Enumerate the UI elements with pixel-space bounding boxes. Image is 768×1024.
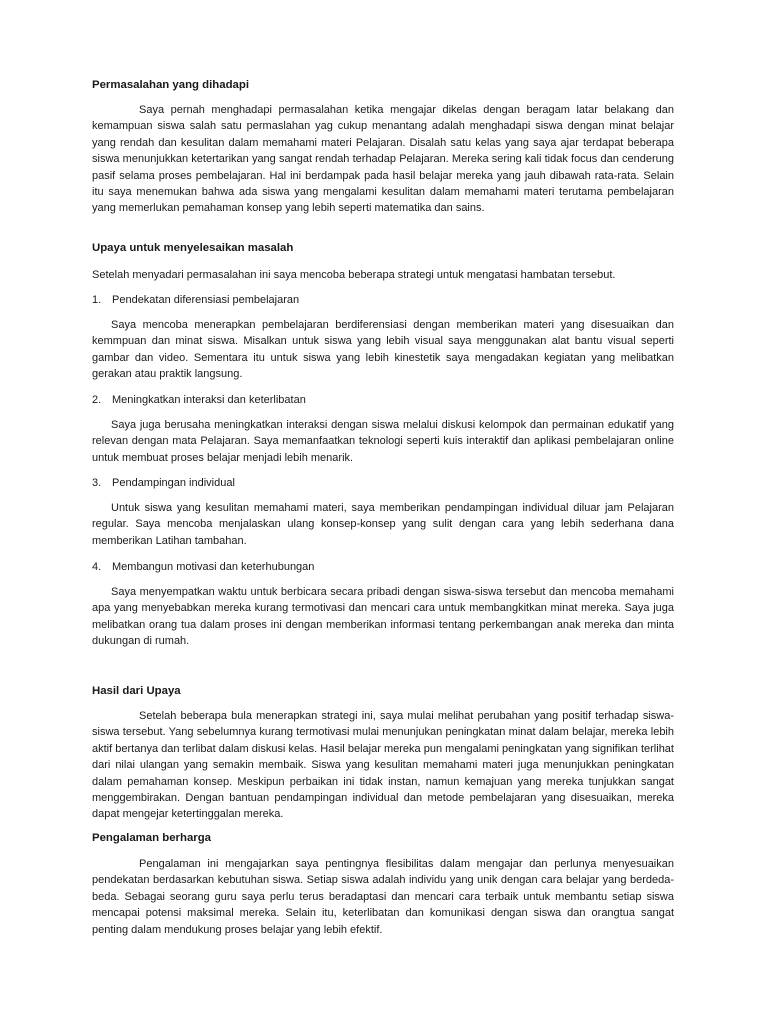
paragraph-hasil: Setelah beberapa bula menerapkan strategi ini, saya mulai melihat perubahan yang positif terhadap siswa-siswa tersebut. Yang sebelumnya kurang termotivasi mulai menunjukan peningkatan minat dalam belajar, mereka lebih aktif bertanya dan terlibat dalam diskusi kelas. Hasil belajar mereka pun mengalami peningkatan yang signifikan terlihat dari nilai ulangan yang semakin membaik. Siswa yang kesulitan memahami materi juga menunjukkan peningkatan dalam pemahaman konsep. Meskipun perbaikan ini tidak instan, namun kemajuan yang mereka tunjukkan sangat menggembirakan. Dengan bantuan pendampingan individual dan metode pembelajaran yang disesuaikan, mereka dapat mengejar ketertinggalan mereka. xyxy=(92,710,674,821)
paragraph-pengalaman: Pengalaman ini mengajarkan saya pentingnya flesibilitas dalam mengajar dan perlunya menyesuaikan pendekatan berdasarkan kebutuhan siswa. Setiap siswa adalah individu yang unik dengan cara belajar yang berdeda-beda. Sebagai seorang guru saya perlu terus beradaptasi dan mencari cara terbaik untuk membantu setiap siswa mencapai potensi maksimal mereka. Selain itu, keterlibatan dan komunikasi dengan siswa dan orangtua sangat penting dalam mendukung proses belajar yang lebih efektif. xyxy=(92,858,674,936)
document-page xyxy=(92,0,674,1024)
list-number: 1. xyxy=(92,294,102,306)
list-item-3 xyxy=(92,475,235,491)
list-item-1 xyxy=(92,292,299,308)
list-item-title: Pendampingan individual xyxy=(112,477,235,489)
list-number: 2. xyxy=(92,394,102,406)
list-item-title: Meningkatkan interaksi dan keterlibatan xyxy=(112,394,306,406)
paragraph-item-1: Saya mencoba menerapkan pembelajaran berdiferensiasi dengan memberikan materi yang disesuaikan dan kemmpuan dan minat siswa. Misalkan untuk siswa yang lebih visual saya menggunakan alat bantu visual seperti gambar dan video. Sementara itu untuk siswa yang lebih kinestetik saya mengadakan kegiatan yang melibatkan gerakan atau praktik langsung. xyxy=(92,319,674,381)
list-number: 3. xyxy=(92,477,102,489)
list-item-4 xyxy=(92,559,314,575)
heading-pengalaman: Pengalaman berharga xyxy=(92,832,212,844)
list-number: 4. xyxy=(92,561,102,573)
paragraph-item-2: Saya juga berusaha meningkatkan interaksi dengan siswa melalui diskusi kelompok dan permainan edukatif yang relevan dengan mata Pelajaran. Saya memanfaatkan teknologi seperti kuis interaktif dan aplikasi pembelajaran online untuk membuat proses belajar menjadi lebih menarik. xyxy=(92,419,674,464)
paragraph-item-4: Saya menyempatkan waktu untuk berbicara secara pribadi dengan siswa-siswa tersebut dan mencoba memahami apa yang menyebabkan mereka kurang termotivasi dan mencari cara untuk membangkitkan minat mereka. Saya juga melibatkan orang tua dalam proses ini dengan memberikan informasi tentang perkembangan anak mereka dan minta dukungan di rumah. xyxy=(92,586,674,648)
heading-upaya: Upaya untuk menyelesaikan masalah xyxy=(92,242,294,254)
list-item-title: Membangun motivasi dan keterhubungan xyxy=(112,561,315,573)
paragraph-item-3: Untuk siswa yang kesulitan memahami materi, saya memberikan pendampingan individual diluar jam Pelajaran regular. Saya mencoba menjalaskan ulang konsep-konsep yang sulit dengan cara yang lebih sederhana dana memberikan Latihan tambahan. xyxy=(92,502,674,547)
list-item-2 xyxy=(92,392,306,408)
heading-hasil: Hasil dari Upaya xyxy=(92,685,181,697)
paragraph-upaya-intro: Setelah menyadari permasalahan ini saya mencoba beberapa strategi untuk mengatasi hambatan tersebut. xyxy=(92,269,616,281)
list-item-title: Pendekatan diferensiasi pembelajaran xyxy=(112,294,300,306)
paragraph-permasalahan: Saya pernah menghadapi permasalahan ketika mengajar dikelas dengan beragam latar belakang dan kemampuan siswa salah satu permaslahan yag cukup menantang adalah menghadapi siswa dengan minat belajar yang rendah dan kesulitan dalam memahami materi Pelajaran. Disalah satu kelas yang saya ajar terdapat beberapa siswa menunjukkan ketertarikan yang sangat rendah terhadap Pelajaran. Mereka sering kali tidak focus dan cenderung pasif selama proses pembelajaran. Hal ini berdampak pada hasil belajar mereka yang jauh dibawah rata-rata. Selain itu saya menemukan bahwa ada siswa yang mengalami kesulitan dalam memahami materi terutama pembelajaran yang memerlukan pemahaman konsep yang lebih seperti matematika dan sains. xyxy=(92,104,674,215)
heading-permasalahan: Permasalahan yang dihadapi xyxy=(92,79,249,91)
